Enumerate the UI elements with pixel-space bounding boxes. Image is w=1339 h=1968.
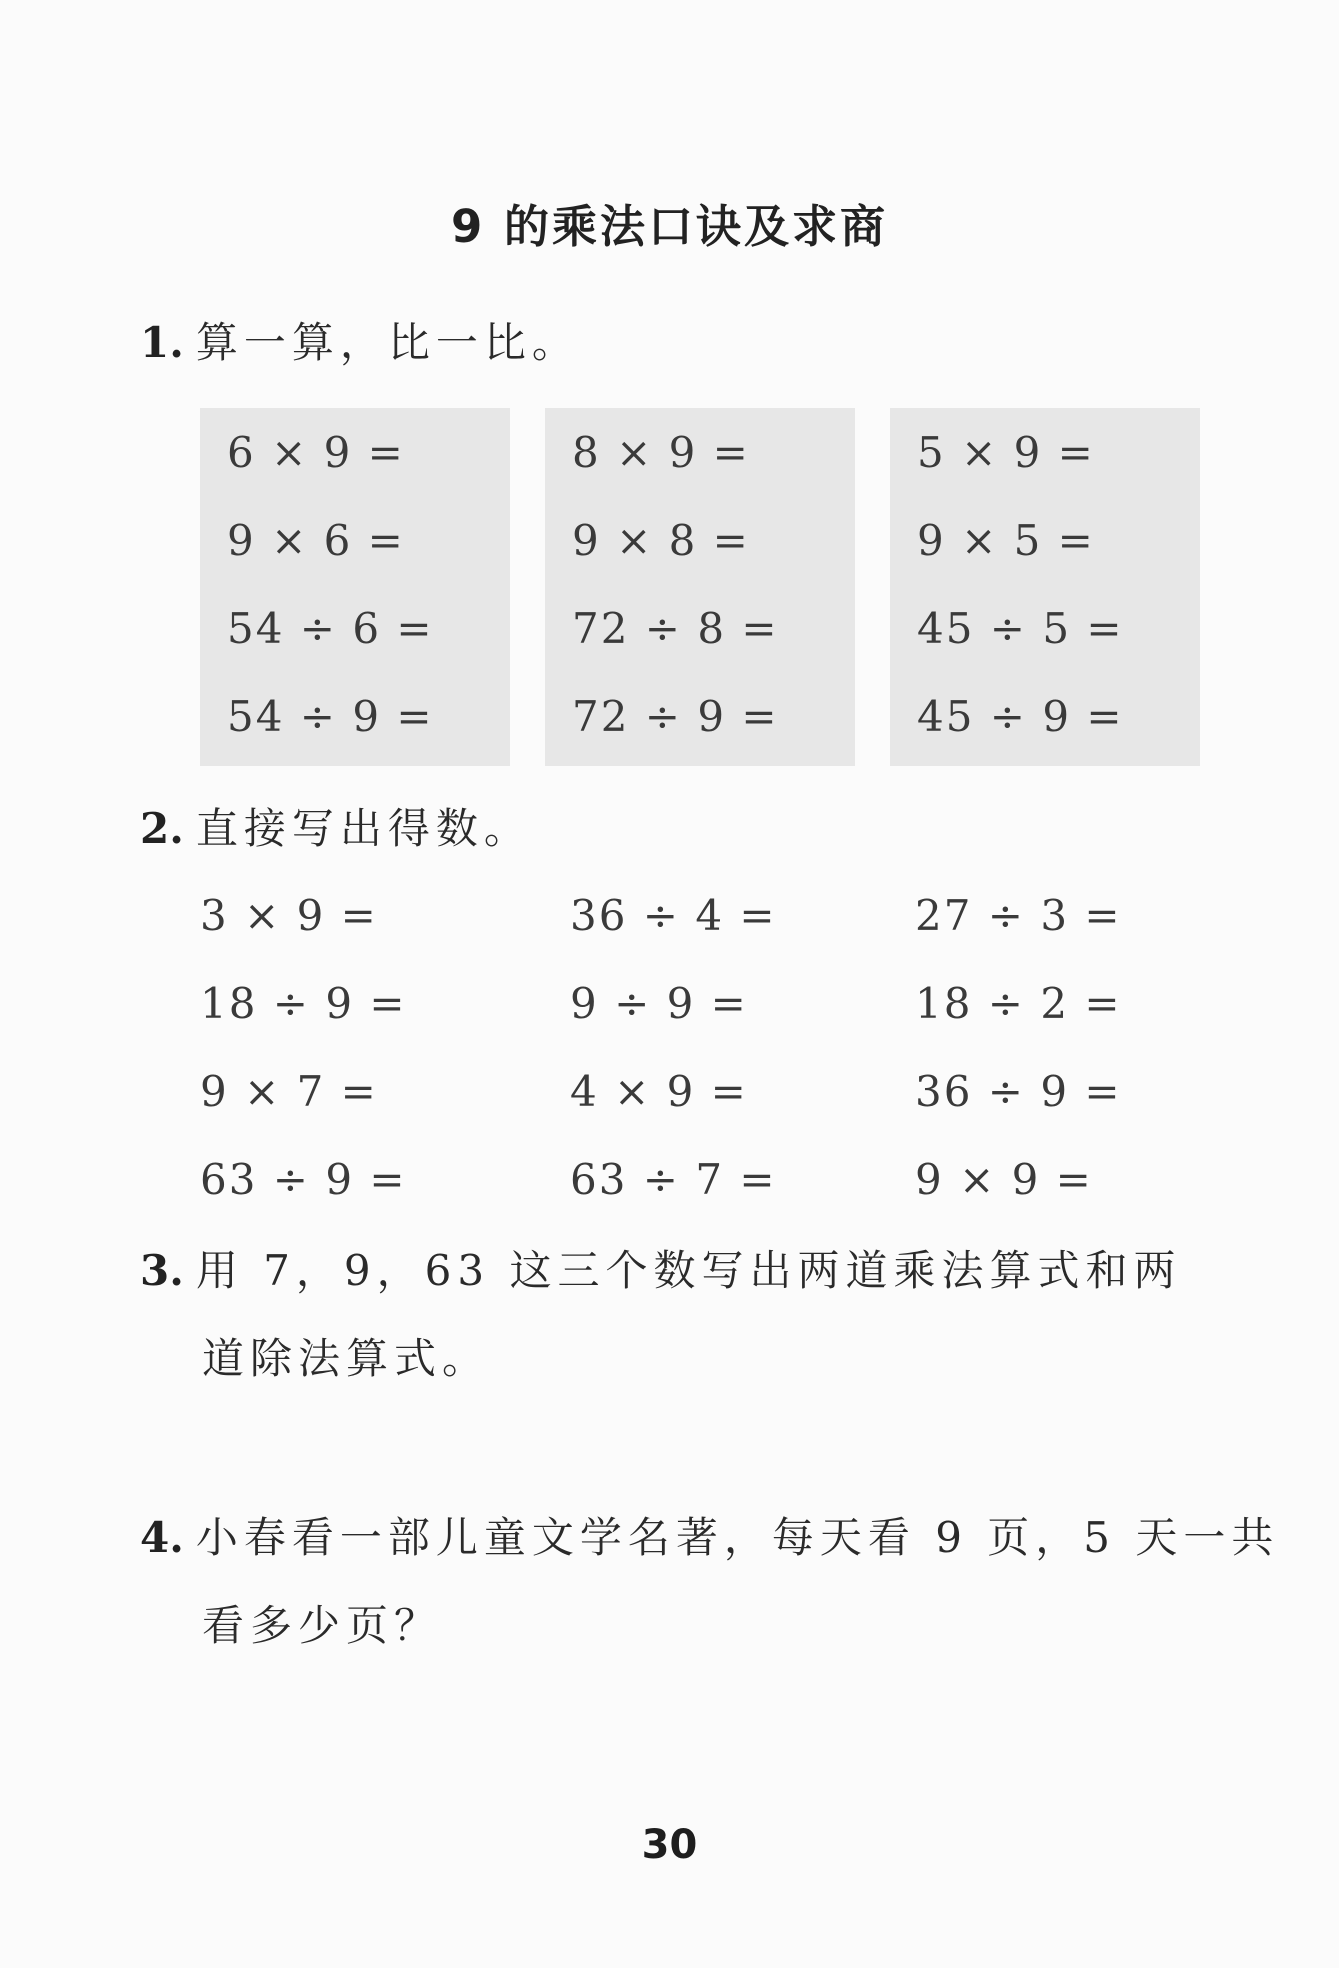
equation: 9 × 7 = xyxy=(200,1067,378,1116)
box-equation: 54 ÷ 6 = xyxy=(227,604,434,653)
box-equation: 8 × 9 = xyxy=(572,428,750,477)
page-number: 30 xyxy=(641,1822,698,1868)
box-equation: 45 ÷ 9 = xyxy=(917,692,1124,741)
exercise-box-1 xyxy=(200,408,510,766)
equation: 63 ÷ 7 = xyxy=(570,1155,777,1204)
question-1-number: 1. xyxy=(140,318,184,367)
question-2-number: 2. xyxy=(140,804,184,853)
equation: 9 × 9 = xyxy=(915,1155,1093,1204)
question-3-number: 3. xyxy=(140,1246,184,1295)
equation: 4 × 9 = xyxy=(570,1067,748,1116)
exercise-box-3 xyxy=(890,408,1200,766)
question-2 xyxy=(140,804,532,853)
box-equation: 72 ÷ 8 = xyxy=(572,604,779,653)
equation: 36 ÷ 9 = xyxy=(915,1067,1122,1116)
equation: 18 ÷ 2 = xyxy=(915,979,1122,1028)
box-equation: 6 × 9 = xyxy=(227,428,405,477)
page-title: 9 的乘法口诀及求商 xyxy=(451,200,888,253)
question-4-number: 4. xyxy=(140,1513,184,1562)
equation: 3 × 9 = xyxy=(200,891,378,940)
question-1 xyxy=(140,318,580,367)
equation: 36 ÷ 4 = xyxy=(570,891,777,940)
question-2-text: 直接写出得数。 xyxy=(195,804,532,853)
question-1-text: 算一算，比一比。 xyxy=(195,318,580,367)
box-equation: 9 × 6 = xyxy=(227,516,405,565)
box-equation: 72 ÷ 9 = xyxy=(572,692,779,741)
equation: 18 ÷ 9 = xyxy=(200,979,407,1028)
box-equation: 5 × 9 = xyxy=(917,428,1095,477)
question-4-continuation: 看多少页？ xyxy=(202,1601,443,1650)
question-3 xyxy=(140,1246,1182,1295)
equation: 63 ÷ 9 = xyxy=(200,1155,407,1204)
question-3-continuation: 道除法算式。 xyxy=(202,1334,491,1383)
equation: 9 ÷ 9 = xyxy=(570,979,748,1028)
box-equation: 9 × 8 = xyxy=(572,516,750,565)
box-equation: 9 × 5 = xyxy=(917,516,1095,565)
box-equation: 45 ÷ 5 = xyxy=(917,604,1124,653)
box-equation: 54 ÷ 9 = xyxy=(227,692,434,741)
question-4 xyxy=(140,1513,1280,1562)
exercise-box-2 xyxy=(545,408,855,766)
equation: 27 ÷ 3 = xyxy=(915,891,1122,940)
question-3-text: 用 7，9，63 这三个数写出两道乘法算式和两 xyxy=(195,1246,1182,1295)
question-4-text: 小春看一部儿童文学名著，每天看 9 页，5 天一共 xyxy=(195,1513,1280,1562)
